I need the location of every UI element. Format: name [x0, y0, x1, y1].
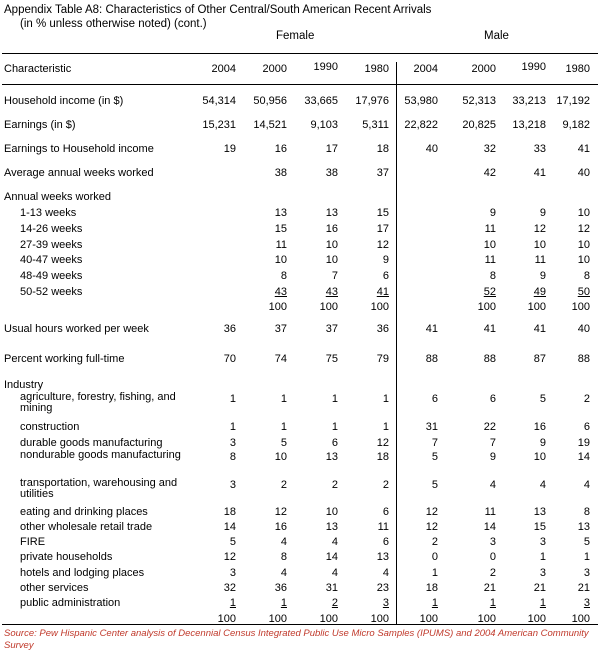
table-cell: 100 — [477, 301, 496, 313]
table-row — [0, 391, 600, 414]
table-cell: 8 — [280, 551, 287, 563]
table-cell: 12 — [376, 239, 389, 251]
table-cell: 31 — [425, 421, 438, 433]
table-cell: 33,213 — [512, 95, 546, 107]
table-cell: 5 — [280, 437, 287, 449]
table-cell: 100 — [370, 613, 389, 625]
table-cell: 6 — [431, 393, 438, 405]
row-label: Annual weeks worked — [4, 191, 112, 203]
table-cell: 1 — [539, 551, 546, 563]
year-header: 2004 — [413, 63, 438, 75]
table-cell: 14 — [577, 451, 590, 463]
table-cell: 10 — [325, 254, 338, 266]
table-cell: 6 — [489, 393, 496, 405]
table-cell: 11 — [377, 521, 389, 533]
table-cell: 32 — [483, 143, 496, 155]
row-label: 40-47 weeks — [20, 254, 83, 266]
table-cell: 7 — [331, 270, 338, 282]
table-row — [0, 322, 600, 336]
table-row — [0, 378, 600, 392]
table-cell: 10 — [577, 207, 590, 219]
table-cell: 5 — [431, 451, 438, 463]
table-cell: 40 — [425, 143, 438, 155]
table-cell: 5 — [583, 536, 590, 548]
table-cell: 38 — [325, 167, 338, 179]
table-cell: 1 — [382, 421, 389, 433]
table-row — [0, 520, 600, 534]
table-row — [0, 300, 600, 314]
table-cell: 9,103 — [310, 119, 338, 131]
table-cell: 88 — [577, 353, 590, 365]
row-label: eating and drinking places — [20, 506, 148, 518]
row-label: durable goods manufacturing — [20, 437, 163, 449]
row-label: Earnings (in $) — [4, 119, 76, 131]
row-label: Average annual weeks worked — [4, 167, 154, 179]
table-cell: 2 — [331, 479, 338, 491]
table-cell: 12 — [533, 223, 546, 235]
row-label: hotels and lodging places — [20, 567, 145, 579]
table-cell: 100 — [419, 613, 438, 625]
row-label: other wholesale retail trade — [20, 521, 153, 533]
table-cell: 37 — [376, 167, 389, 179]
table-row — [0, 238, 600, 252]
table-cell: 3 — [539, 567, 546, 579]
table-cell: 15 — [533, 521, 546, 533]
table-cell: 6 — [382, 536, 389, 548]
table-cell: 13,218 — [512, 119, 546, 131]
row-label: construction — [20, 421, 80, 433]
table-row — [0, 253, 600, 267]
table-cell: 0 — [489, 551, 496, 563]
table-cell: 19 — [223, 143, 236, 155]
year-header: 2000 — [471, 63, 496, 75]
table-cell: 17 — [325, 143, 338, 155]
table-cell: 53,980 — [404, 95, 438, 107]
table-cell: 9 — [382, 254, 389, 266]
table-cell: 3 — [382, 597, 389, 609]
table-row — [0, 477, 600, 500]
table-cell: 3 — [229, 479, 236, 491]
row-label: other services — [20, 582, 89, 594]
table-cell: 41 — [483, 323, 496, 335]
table-cell: 13 — [325, 207, 338, 219]
table-cell: 23 — [376, 582, 389, 594]
year-header: 1980 — [565, 63, 590, 75]
table-cell: 9,182 — [562, 119, 590, 131]
row-label: 27-39 weeks — [20, 239, 83, 251]
table-cell: 21 — [533, 582, 546, 594]
header-bottom-rule — [2, 84, 598, 85]
table-cell: 12 — [425, 506, 438, 518]
table-cell: 100 — [268, 613, 287, 625]
table-cell: 100 — [571, 613, 590, 625]
table-cell: 15 — [376, 207, 389, 219]
header-top-rule — [2, 53, 598, 54]
table-cell: 88 — [483, 353, 496, 365]
table-cell: 8 — [583, 506, 590, 518]
table-cell: 6 — [583, 421, 590, 433]
table-cell: 87 — [533, 353, 546, 365]
table-cell: 1 — [539, 597, 546, 609]
table-cell: 100 — [268, 301, 287, 313]
row-label: Earnings to Household income — [4, 143, 154, 155]
table-cell: 10 — [533, 239, 546, 251]
table-cell: 6 — [331, 437, 338, 449]
table-cell: 2 — [280, 479, 287, 491]
table-cell: 9 — [489, 207, 496, 219]
table-cell: 32 — [223, 582, 236, 594]
table-cell: 18 — [425, 582, 438, 594]
row-label: Usual hours worked per week — [4, 323, 149, 335]
table-cell: 13 — [325, 521, 338, 533]
table-cell: 54,314 — [202, 95, 236, 107]
table-cell: 21 — [577, 582, 590, 594]
table-row — [0, 566, 600, 580]
table-row — [0, 166, 600, 180]
table-cell: 14,521 — [253, 119, 287, 131]
table-cell: 12 — [425, 521, 438, 533]
table-cell: 8 — [583, 270, 590, 282]
table-row — [0, 596, 600, 610]
table-cell: 42 — [483, 167, 496, 179]
table-cell: 1 — [280, 597, 287, 609]
table-cell: 5,311 — [362, 119, 389, 131]
table-row — [0, 436, 600, 450]
table-cell: 3 — [229, 437, 236, 449]
table-cell: 15,231 — [202, 119, 236, 131]
table-cell: 11 — [484, 254, 496, 266]
table-cell: 36 — [223, 323, 236, 335]
group-header-female: Female — [276, 30, 315, 42]
table-cell: 31 — [325, 582, 338, 594]
table-cell: 3 — [583, 597, 590, 609]
year-header: 2000 — [262, 63, 287, 75]
table-cell: 100 — [370, 301, 389, 313]
table-cell: 18 — [376, 451, 389, 463]
table-cell: 49 — [533, 286, 546, 298]
table-cell: 14 — [483, 521, 496, 533]
table-cell: 3 — [229, 567, 236, 579]
table-cell: 4 — [280, 536, 287, 548]
row-label: agriculture, forestry, fishing, and mining — [20, 391, 176, 414]
table-cell: 1 — [431, 597, 438, 609]
table-cell: 9 — [539, 270, 546, 282]
row-label: public administration — [20, 597, 121, 609]
table-cell: 7 — [431, 437, 438, 449]
table-row — [0, 142, 600, 156]
table-cell: 11 — [534, 254, 546, 266]
table-row — [0, 352, 600, 366]
row-label: 1-13 weeks — [20, 207, 77, 219]
year-header: 1980 — [364, 63, 389, 75]
table-cell: 10 — [274, 451, 287, 463]
table-row — [0, 190, 600, 204]
table-cell: 100 — [217, 613, 236, 625]
table-cell: 12 — [223, 551, 236, 563]
table-cell: 43 — [325, 286, 338, 298]
table-cell: 38 — [274, 167, 287, 179]
table-title: Appendix Table A8: Characteristics of Other Central/South American Recent Arrivals — [4, 4, 432, 16]
table-cell: 2 — [489, 567, 496, 579]
table-cell: 100 — [527, 613, 546, 625]
table-cell: 36 — [376, 323, 389, 335]
row-label: private households — [20, 551, 113, 563]
table-cell: 2 — [331, 597, 338, 609]
table-cell: 10 — [577, 239, 590, 251]
table-cell: 13 — [533, 506, 546, 518]
table-cell: 10 — [533, 451, 546, 463]
row-label: transportation, warehousing and utilities — [20, 477, 178, 500]
table-cell: 1 — [280, 393, 287, 405]
table-cell: 17,976 — [355, 95, 389, 107]
table-row — [0, 420, 600, 434]
table-cell: 37 — [274, 323, 287, 335]
table-cell: 13 — [577, 521, 590, 533]
table-cell: 37 — [325, 323, 338, 335]
row-label: Industry — [4, 379, 44, 391]
table-cell: 3 — [539, 536, 546, 548]
table-cell: 100 — [571, 301, 590, 313]
table-row — [0, 118, 600, 132]
table-row — [0, 535, 600, 549]
table-cell: 11 — [484, 506, 496, 518]
table-cell: 6 — [382, 506, 389, 518]
table-cell: 4 — [280, 567, 287, 579]
table-cell: 22 — [483, 421, 496, 433]
table-row — [0, 612, 600, 626]
table-cell: 11 — [484, 223, 496, 235]
column-header-row — [0, 62, 600, 76]
table-cell: 12 — [376, 437, 389, 449]
table-cell: 1 — [331, 393, 338, 405]
table-cell: 41 — [376, 286, 389, 298]
table-cell: 88 — [425, 353, 438, 365]
table-cell: 10 — [274, 254, 287, 266]
table-cell: 4 — [489, 479, 496, 491]
table-cell: 41 — [533, 167, 546, 179]
table-cell: 75 — [325, 353, 338, 365]
table-row — [0, 285, 600, 299]
table-cell: 100 — [319, 301, 338, 313]
table-cell: 100 — [319, 613, 338, 625]
table-cell: 100 — [477, 613, 496, 625]
table-cell: 1 — [583, 551, 590, 563]
table-row — [0, 505, 600, 519]
table-cell: 1 — [229, 393, 236, 405]
table-cell: 4 — [583, 479, 590, 491]
table-cell: 41 — [577, 143, 590, 155]
table-cell: 11 — [275, 239, 287, 251]
table-cell: 9 — [489, 451, 496, 463]
table-cell: 17 — [376, 223, 389, 235]
table-cell: 21 — [483, 582, 496, 594]
table-cell: 40 — [577, 323, 590, 335]
table-cell: 1 — [489, 597, 496, 609]
table-subtitle: (in % unless otherwise noted) (cont.) — [20, 18, 207, 30]
table-cell: 14 — [325, 551, 338, 563]
row-label: 50-52 weeks — [20, 286, 83, 298]
table-cell: 13 — [274, 207, 287, 219]
table-row — [0, 550, 600, 564]
table-row — [0, 581, 600, 595]
table-cell: 3 — [489, 536, 496, 548]
table-cell: 1 — [431, 567, 438, 579]
source-note: Source: Pew Hispanic Center analysis of Decennial Census Integrated Public Use Micro Samples (IPUMS) and 2004 American Community Survey — [4, 628, 589, 651]
table-cell: 33,665 — [304, 95, 338, 107]
table-cell: 10 — [325, 506, 338, 518]
table-cell: 16 — [274, 521, 287, 533]
table-row — [0, 206, 600, 220]
table-cell: 1 — [280, 421, 287, 433]
table-cell: 41 — [425, 323, 438, 335]
table-cell: 8 — [280, 270, 287, 282]
row-label: nondurable goods manufacturing — [20, 449, 181, 461]
table-cell: 1 — [229, 597, 236, 609]
table-cell: 12 — [274, 506, 287, 518]
table-cell: 10 — [483, 239, 496, 251]
table-cell: 74 — [274, 353, 287, 365]
table-cell: 16 — [274, 143, 287, 155]
table-cell: 52 — [483, 286, 496, 298]
table-cell: 0 — [431, 551, 438, 563]
year-header: 1990 — [313, 61, 338, 73]
table-cell: 2 — [583, 393, 590, 405]
table-cell: 18 — [376, 143, 389, 155]
table-cell: 15 — [274, 223, 287, 235]
table-cell: 1 — [331, 421, 338, 433]
table-cell: 13 — [376, 551, 389, 563]
table-cell: 50 — [577, 286, 590, 298]
row-label: Household income (in $) — [4, 95, 124, 107]
table-cell: 6 — [382, 270, 389, 282]
table-cell: 10 — [325, 239, 338, 251]
table-cell: 16 — [533, 421, 546, 433]
table-cell: 40 — [577, 167, 590, 179]
row-label: 48-49 weeks — [20, 270, 83, 282]
table-cell: 8 — [489, 270, 496, 282]
table-cell: 1 — [229, 421, 236, 433]
table-cell: 4 — [382, 567, 389, 579]
table-cell: 14 — [223, 521, 236, 533]
table-cell: 19 — [577, 437, 590, 449]
table-row — [0, 222, 600, 236]
table-row — [0, 94, 600, 108]
table-cell: 20,825 — [462, 119, 496, 131]
table-cell: 5 — [431, 479, 438, 491]
year-header: 2004 — [211, 63, 236, 75]
table-cell: 4 — [539, 479, 546, 491]
table-cell: 2 — [431, 536, 438, 548]
group-header-male: Male — [484, 30, 509, 42]
table-cell: 79 — [376, 353, 389, 365]
table-cell: 13 — [325, 451, 338, 463]
table-cell: 7 — [489, 437, 496, 449]
table-cell: 8 — [229, 451, 236, 463]
table-cell: 5 — [539, 393, 546, 405]
table-cell: 33 — [533, 143, 546, 155]
table-cell: 18 — [223, 506, 236, 518]
characteristic-header: Characteristic — [4, 63, 72, 75]
table-cell: 12 — [577, 223, 590, 235]
table-cell: 52,313 — [462, 95, 496, 107]
table-cell: 41 — [533, 323, 546, 335]
table-cell: 36 — [274, 582, 287, 594]
table-cell: 4 — [331, 567, 338, 579]
year-header: 1990 — [521, 61, 546, 73]
table-cell: 2 — [382, 479, 389, 491]
row-label: Percent working full-time — [4, 353, 125, 365]
table-cell: 1 — [382, 393, 389, 405]
row-label: 14-26 weeks — [20, 223, 83, 235]
table-cell: 5 — [229, 536, 236, 548]
row-label: FIRE — [20, 536, 46, 548]
table-cell: 4 — [331, 536, 338, 548]
table-cell: 9 — [539, 437, 546, 449]
table-cell: 100 — [527, 301, 546, 313]
table-cell: 10 — [577, 254, 590, 266]
table-cell: 22,822 — [404, 119, 438, 131]
table-cell: 50,956 — [253, 95, 287, 107]
table-cell: 70 — [223, 353, 236, 365]
table-cell: 16 — [325, 223, 338, 235]
table-row — [0, 269, 600, 283]
table-row — [0, 450, 600, 464]
table-cell: 17,192 — [556, 95, 590, 107]
table-cell: 9 — [539, 207, 546, 219]
table-cell: 3 — [583, 567, 590, 579]
table-cell: 43 — [274, 286, 287, 298]
